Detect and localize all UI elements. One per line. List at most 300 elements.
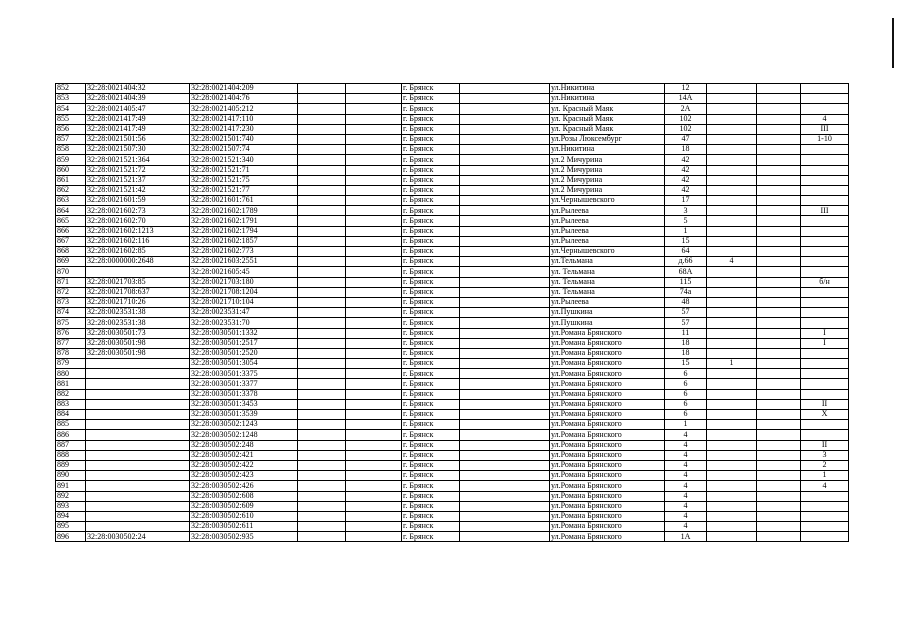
cell-corpus [707,247,757,257]
cell-blank-col-d [757,460,801,470]
cell-blank-col-b [346,532,402,542]
cell-blank-col-c [460,185,550,195]
cell-land-cadastral-number [86,399,190,409]
cell-blank-col-d [757,257,801,267]
cell-flat-number [801,247,849,257]
cell-land-cadastral-number: 32:28:0021708:637 [86,287,190,297]
cell-blank-col-a [298,410,346,420]
cell-blank-col-b [346,430,402,440]
cell-land-cadastral-number: 32:28:0021507:30 [86,145,190,155]
cell-object-cadastral-number: 32:28:0021602:1791 [190,216,298,226]
cell-blank-col-b [346,501,402,511]
table-row [56,308,849,318]
cell-flat-number [801,430,849,440]
cell-blank-col-d [757,134,801,144]
cell-flat-number [801,94,849,104]
cell-blank-col-b [346,410,402,420]
cell-flat-number [801,348,849,358]
cell-flat-number [801,175,849,185]
cell-row-number: 888 [56,450,86,460]
cell-corpus [707,450,757,460]
cell-corpus [707,481,757,491]
cell-house-number: 64 [665,247,707,257]
cell-city: г. Брянск [402,247,460,257]
cell-blank-col-b [346,277,402,287]
cell-blank-col-a [298,257,346,267]
cell-land-cadastral-number [86,481,190,491]
cell-blank-col-c [460,450,550,460]
cell-house-number: 3 [665,206,707,216]
cell-object-cadastral-number: 32:28:0030502:609 [190,501,298,511]
cell-flat-number [801,226,849,236]
cell-house-number: 18 [665,338,707,348]
table-row [56,267,849,277]
cell-city: г. Брянск [402,389,460,399]
cell-land-cadastral-number: 32:28:0021417:49 [86,124,190,134]
cell-city: г. Брянск [402,155,460,165]
cell-row-number: 853 [56,94,86,104]
cell-blank-col-b [346,491,402,501]
cell-land-cadastral-number: 32:28:0021405:47 [86,104,190,114]
cell-blank-col-c [460,145,550,155]
cell-land-cadastral-number: 32:28:0023531:38 [86,318,190,328]
cell-blank-col-b [346,481,402,491]
cell-blank-col-c [460,328,550,338]
cell-row-number: 869 [56,257,86,267]
cell-land-cadastral-number: 32:28:0021404:32 [86,84,190,94]
cell-flat-number [801,511,849,521]
cell-flat-number [801,165,849,175]
table-row [56,196,849,206]
cell-blank-col-d [757,410,801,420]
cell-corpus [707,410,757,420]
cell-blank-col-d [757,145,801,155]
cell-corpus [707,277,757,287]
cell-blank-col-a [298,389,346,399]
cell-city: г. Брянск [402,236,460,246]
cell-corpus [707,287,757,297]
cell-flat-number: 1 [801,471,849,481]
cell-street: ул.Чернышевского [550,247,665,257]
cell-city: г. Брянск [402,450,460,460]
table-row [56,145,849,155]
cell-row-number: 872 [56,287,86,297]
cell-corpus [707,471,757,481]
cell-blank-col-c [460,420,550,430]
cell-blank-col-b [346,114,402,124]
cell-city: г. Брянск [402,338,460,348]
cell-blank-col-d [757,124,801,134]
cell-blank-col-b [346,236,402,246]
cell-blank-col-a [298,124,346,134]
cell-city: г. Брянск [402,94,460,104]
cell-street: ул.Романа Брянского [550,430,665,440]
cell-city: г. Брянск [402,226,460,236]
cell-blank-col-c [460,522,550,532]
cell-house-number: 74а [665,287,707,297]
cell-blank-col-b [346,206,402,216]
cell-blank-col-a [298,114,346,124]
cell-blank-col-c [460,287,550,297]
cell-house-number: 6 [665,389,707,399]
cell-blank-col-b [346,226,402,236]
cell-row-number: 855 [56,114,86,124]
cell-flat-number: II [801,440,849,450]
cell-corpus [707,185,757,195]
cell-street: ул.Рылеева [550,206,665,216]
cell-city: г. Брянск [402,511,460,521]
cell-blank-col-c [460,491,550,501]
cell-blank-col-d [757,450,801,460]
cell-blank-col-d [757,308,801,318]
cell-row-number: 868 [56,247,86,257]
table-row [56,532,849,542]
cell-land-cadastral-number: 32:28:0030501:73 [86,328,190,338]
cell-corpus [707,420,757,430]
cell-land-cadastral-number [86,501,190,511]
table-row [56,185,849,195]
cell-blank-col-d [757,420,801,430]
cell-city: г. Брянск [402,216,460,226]
cell-house-number: 4 [665,491,707,501]
table-row [56,328,849,338]
cell-blank-col-d [757,226,801,236]
cell-flat-number [801,236,849,246]
cell-flat-number [801,389,849,399]
cell-city: г. Брянск [402,165,460,175]
cell-blank-col-b [346,297,402,307]
cell-row-number: 892 [56,491,86,501]
cell-street: ул.Романа Брянского [550,359,665,369]
cell-blank-col-b [346,155,402,165]
cell-street: ул.Романа Брянского [550,399,665,409]
cell-blank-col-a [298,430,346,440]
cell-object-cadastral-number: 32:28:0030501:3375 [190,369,298,379]
cell-land-cadastral-number [86,267,190,277]
cell-blank-col-d [757,389,801,399]
cell-flat-number [801,216,849,226]
cell-blank-col-a [298,277,346,287]
cell-street: ул.Никитина [550,94,665,104]
cell-street: ул.Романа Брянского [550,328,665,338]
cell-corpus [707,491,757,501]
cell-row-number: 883 [56,399,86,409]
cell-blank-col-a [298,399,346,409]
cell-flat-number [801,359,849,369]
cell-flat-number: 4 [801,481,849,491]
cell-land-cadastral-number: 32:28:0021602:73 [86,206,190,216]
cell-row-number: 885 [56,420,86,430]
cell-street: ул.Романа Брянского [550,338,665,348]
cell-land-cadastral-number: 32:28:0021602:116 [86,236,190,246]
cell-blank-col-c [460,226,550,236]
cell-blank-col-a [298,196,346,206]
cell-street: ул.Романа Брянского [550,460,665,470]
cell-object-cadastral-number: 32:28:0030502:422 [190,460,298,470]
cell-corpus [707,369,757,379]
cell-object-cadastral-number: 32:28:0021417:230 [190,124,298,134]
cell-house-number: 48 [665,297,707,307]
cell-blank-col-d [757,348,801,358]
cell-object-cadastral-number: 32:28:0030501:3377 [190,379,298,389]
cell-corpus [707,94,757,104]
cell-city: г. Брянск [402,420,460,430]
cell-corpus [707,124,757,134]
cell-house-number: 4 [665,460,707,470]
cell-house-number: 42 [665,165,707,175]
cell-flat-number [801,145,849,155]
cell-object-cadastral-number: 32:28:0021601:761 [190,196,298,206]
cell-street: ул.Романа Брянского [550,369,665,379]
cell-blank-col-b [346,308,402,318]
cell-blank-col-b [346,165,402,175]
cell-row-number: 856 [56,124,86,134]
cell-row-number: 871 [56,277,86,287]
cell-row-number: 895 [56,522,86,532]
table-row [56,511,849,521]
cell-blank-col-b [346,267,402,277]
cell-land-cadastral-number [86,379,190,389]
cell-blank-col-c [460,481,550,491]
cell-house-number: 42 [665,175,707,185]
cell-object-cadastral-number: 32:28:0030501:3054 [190,359,298,369]
cell-land-cadastral-number [86,369,190,379]
cell-blank-col-d [757,532,801,542]
cell-blank-col-b [346,175,402,185]
cell-row-number: 870 [56,267,86,277]
cell-flat-number [801,532,849,542]
cell-house-number: 1 [665,420,707,430]
cell-house-number: 17 [665,196,707,206]
cell-blank-col-a [298,165,346,175]
cell-corpus [707,440,757,450]
table-row [56,124,849,134]
cell-land-cadastral-number: 32:28:0030502:24 [86,532,190,542]
cell-object-cadastral-number: 32:28:0023531:70 [190,318,298,328]
cell-blank-col-c [460,206,550,216]
cell-city: г. Брянск [402,369,460,379]
cell-blank-col-d [757,206,801,216]
cell-street: ул.Пушкина [550,318,665,328]
cell-city: г. Брянск [402,277,460,287]
cell-blank-col-a [298,491,346,501]
cell-row-number: 876 [56,328,86,338]
cell-blank-col-a [298,175,346,185]
cell-land-cadastral-number [86,359,190,369]
cell-house-number: 4 [665,440,707,450]
cell-blank-col-a [298,308,346,318]
cell-blank-col-d [757,430,801,440]
table-row [56,399,849,409]
cell-blank-col-b [346,328,402,338]
cell-city: г. Брянск [402,267,460,277]
cell-city: г. Брянск [402,481,460,491]
cell-land-cadastral-number [86,410,190,420]
cell-blank-col-c [460,501,550,511]
cell-blank-col-b [346,348,402,358]
cell-house-number: 14А [665,94,707,104]
cell-blank-col-d [757,247,801,257]
cell-blank-col-a [298,359,346,369]
table-row [56,84,849,94]
cell-corpus [707,145,757,155]
cell-row-number: 862 [56,185,86,195]
cell-flat-number [801,379,849,389]
cell-land-cadastral-number: 32:28:0030501:98 [86,338,190,348]
cell-land-cadastral-number: 32:28:0021521:37 [86,175,190,185]
cell-land-cadastral-number [86,511,190,521]
cell-street: ул.Рылеева [550,226,665,236]
cell-blank-col-a [298,185,346,195]
cell-object-cadastral-number: 32:28:0030502:935 [190,532,298,542]
cell-city: г. Брянск [402,471,460,481]
cell-street: ул.Романа Брянского [550,379,665,389]
property-registry-table [55,83,849,542]
cell-blank-col-b [346,369,402,379]
table-row [56,338,849,348]
cell-house-number: 1 [665,226,707,236]
cell-object-cadastral-number: 32:28:0030501:3378 [190,389,298,399]
cell-blank-col-b [346,460,402,470]
cell-blank-col-c [460,84,550,94]
cell-object-cadastral-number: 32:28:0021703:180 [190,277,298,287]
cell-land-cadastral-number [86,491,190,501]
cell-house-number: 42 [665,185,707,195]
cell-corpus [707,379,757,389]
cell-blank-col-d [757,94,801,104]
registry-body [56,84,849,542]
cell-row-number: 866 [56,226,86,236]
cell-corpus [707,348,757,358]
cell-object-cadastral-number: 32:28:0021602:773 [190,247,298,257]
cell-house-number: 4 [665,522,707,532]
cell-blank-col-b [346,440,402,450]
cell-blank-col-a [298,297,346,307]
cell-corpus [707,318,757,328]
cell-city: г. Брянск [402,318,460,328]
cell-house-number: 5 [665,216,707,226]
cell-row-number: 884 [56,410,86,420]
cell-object-cadastral-number: 32:28:0021521:75 [190,175,298,185]
cell-city: г. Брянск [402,84,460,94]
cell-blank-col-a [298,267,346,277]
table-row [56,318,849,328]
cell-flat-number: 3 [801,450,849,460]
cell-blank-col-c [460,175,550,185]
table-row [56,226,849,236]
cell-object-cadastral-number: 32:28:0021605:45 [190,267,298,277]
cell-house-number: 1А [665,532,707,542]
cell-row-number: 891 [56,481,86,491]
cell-blank-col-d [757,501,801,511]
cell-object-cadastral-number: 32:28:0021405:212 [190,104,298,114]
cell-row-number: 882 [56,389,86,399]
cell-blank-col-a [298,247,346,257]
cell-house-number: 6 [665,369,707,379]
cell-object-cadastral-number: 32:28:0021507:74 [190,145,298,155]
cell-land-cadastral-number: 32:28:0021703:85 [86,277,190,287]
table-row [56,134,849,144]
cell-blank-col-a [298,287,346,297]
cell-house-number: 12 [665,84,707,94]
cell-object-cadastral-number: 32:28:0030502:426 [190,481,298,491]
cell-street: ул. Красный Маяк [550,104,665,114]
cell-street: ул.Романа Брянского [550,511,665,521]
cell-blank-col-a [298,460,346,470]
cell-blank-col-d [757,185,801,195]
cell-blank-col-d [757,369,801,379]
cell-land-cadastral-number [86,420,190,430]
cell-row-number: 878 [56,348,86,358]
cell-blank-col-b [346,134,402,144]
cell-blank-col-a [298,379,346,389]
cell-blank-col-c [460,104,550,114]
table-row [56,460,849,470]
cell-blank-col-a [298,134,346,144]
cell-city: г. Брянск [402,328,460,338]
table-row [56,287,849,297]
cell-blank-col-b [346,257,402,267]
cell-row-number: 863 [56,196,86,206]
cell-blank-col-d [757,440,801,450]
cell-flat-number: 4 [801,114,849,124]
cell-blank-col-b [346,196,402,206]
cell-blank-col-d [757,522,801,532]
cell-blank-col-a [298,338,346,348]
table-row [56,501,849,511]
cell-house-number: 4 [665,430,707,440]
cell-blank-col-a [298,216,346,226]
cell-house-number: 102 [665,124,707,134]
cell-row-number: 875 [56,318,86,328]
cell-corpus [707,522,757,532]
cell-row-number: 858 [56,145,86,155]
cell-blank-col-b [346,420,402,430]
cell-blank-col-c [460,297,550,307]
cell-row-number: 877 [56,338,86,348]
cell-blank-col-d [757,175,801,185]
cell-city: г. Брянск [402,359,460,369]
cell-blank-col-a [298,522,346,532]
cell-row-number: 874 [56,308,86,318]
cell-blank-col-d [757,155,801,165]
cell-object-cadastral-number: 32:28:0021521:77 [190,185,298,195]
cell-blank-col-c [460,257,550,267]
cell-corpus [707,155,757,165]
cell-corpus [707,104,757,114]
cell-blank-col-d [757,277,801,287]
cell-blank-col-b [346,94,402,104]
cell-blank-col-a [298,145,346,155]
cell-object-cadastral-number: 32:28:0021602:1857 [190,236,298,246]
cell-house-number: 6 [665,379,707,389]
cell-city: г. Брянск [402,379,460,389]
cell-land-cadastral-number: 32:28:0000000:2648 [86,257,190,267]
cell-blank-col-c [460,196,550,206]
table-row [56,522,849,532]
cell-row-number: 852 [56,84,86,94]
cell-street: ул.Рылеева [550,236,665,246]
table-row [56,206,849,216]
cell-house-number: 47 [665,134,707,144]
cell-blank-col-c [460,308,550,318]
cell-row-number: 859 [56,155,86,165]
cell-flat-number: I [801,328,849,338]
table-row [56,104,849,114]
cell-blank-col-c [460,399,550,409]
cell-flat-number [801,491,849,501]
cell-corpus [707,511,757,521]
